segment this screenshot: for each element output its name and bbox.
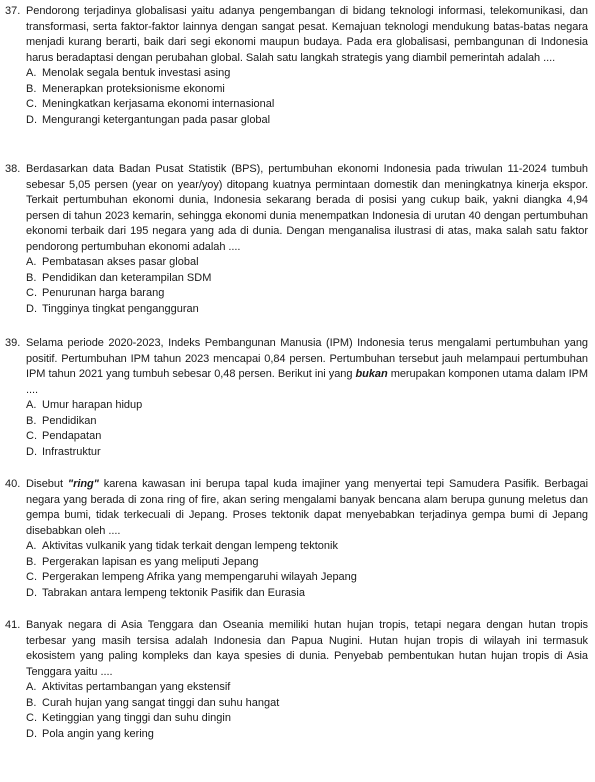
question-text	[26, 336, 588, 398]
option-a[interactable]	[26, 398, 588, 414]
answer-options	[26, 539, 588, 601]
question-number: 38.	[5, 163, 21, 175]
option-text: Ketinggian yang tinggi dan suhu dingin	[42, 712, 231, 724]
option-text: Infrastruktur	[42, 445, 101, 458]
answer-options	[26, 398, 588, 460]
option-text: Pendidikan dan keterampilan SDM	[42, 271, 212, 284]
option-text: Mengurangi ketergantungan pada pasar global	[42, 113, 271, 126]
question-37	[5, 4, 588, 128]
option-a[interactable]	[26, 680, 588, 696]
option-c[interactable]	[26, 429, 588, 445]
question-number: 39.	[5, 337, 21, 349]
question-text: Pendorong terjadinya globalisasi yaitu adanya pengembangan di bidang teknologi informasi, telekomunikasi, dan transformasi, serta faktor-faktor lainnya dengan sangat pesat. Kemajuan teknologi mendukung batas-batas negara menjadi kurang berarti, baik dari segi ekonomi maupun budaya. Pada era globalisasi, pembangunan di Indonesia harus beradaptasi dengan perubahan global. Salah satu langkah strategis yang diambil pemerintah adalah ....	[26, 5, 588, 64]
option-letter: D.	[26, 302, 37, 315]
option-text: Tingginya tingkat pengangguran	[42, 302, 199, 315]
question-text: Berdasarkan data Badan Pusat Statistik (BPS), pertumbuhan ekonomi Indonesia pada triwulan 11-2024 tumbuh sebesar 5,05 persen (year on year/yoy) ditopang kuatnya permintaan domestik dan meningkatnya kinerja ekspor. Terkait pertumbuhan ekonomi dunia, Indonesia sekarang berada di posisi yang cukup baik, yakni diangka 4,94 persen di tahun 2023 kemarin, sehingga ekonomi dunia menempatkan Indonesia di urutan 40 dengan pertumbuhan ekonomi terbaik dari 195 negara yang ada di dunia. Dengan menganalisa ilustrasi di atas, maka salah satu faktor pendorong pertumbuhan ekonomi adalah ....	[26, 163, 588, 253]
option-letter: A.	[26, 256, 37, 268]
question-number: 40.	[5, 478, 21, 490]
question-text-part: Disebut	[26, 478, 68, 490]
question-text-part: merupakan komponen utama dalam IPM ....	[26, 368, 588, 396]
option-a[interactable]	[26, 66, 588, 82]
question-text-part: Selama periode 2020-2023, Indeks Pembangunan Manusia (IPM) Indonesia terus mengalami pertumbuhan yang positif. Pertumbuhan IPM tahun 2023 mencapai 0,84 persen. Pertumbuhan tersebut jauh melampaui pertumbuhan IPM tahun 2021 yang tumbuh sebesar 0,48 persen. Berikut ini yang	[26, 337, 588, 380]
option-b[interactable]	[26, 555, 588, 571]
option-letter: A.	[26, 681, 37, 693]
option-letter: C.	[26, 98, 37, 110]
option-text: Menerapkan proteksionisme ekonomi	[42, 82, 225, 95]
option-c[interactable]	[26, 97, 588, 113]
option-letter: B.	[26, 414, 37, 427]
question-number: 41.	[5, 619, 21, 631]
option-a[interactable]	[26, 539, 588, 555]
option-text: Penurunan harga barang	[42, 287, 165, 299]
option-d[interactable]	[26, 727, 588, 743]
option-letter: B.	[26, 696, 37, 709]
question-38	[5, 162, 588, 317]
answer-options	[26, 255, 588, 317]
option-c[interactable]	[26, 286, 588, 302]
option-c[interactable]	[26, 570, 588, 586]
option-text: Meningkatkan kerjasama ekonomi internasional	[42, 98, 275, 110]
option-letter: B.	[26, 555, 37, 568]
option-letter: C.	[26, 571, 37, 583]
option-letter: A.	[26, 540, 37, 552]
option-letter: D.	[26, 727, 37, 740]
option-letter: C.	[26, 430, 37, 442]
option-text: Pendidikan	[42, 414, 97, 427]
option-d[interactable]	[26, 586, 588, 602]
option-letter: A.	[26, 67, 37, 79]
question-text	[26, 477, 588, 539]
option-text: Pergerakan lapisan es yang meliputi Jepang	[42, 555, 259, 568]
option-text: Tabrakan antara lempeng tektonik Pasifik dan Eurasia	[42, 586, 305, 599]
option-d[interactable]	[26, 445, 588, 461]
option-letter: D.	[26, 445, 37, 458]
option-letter: D.	[26, 586, 37, 599]
option-text: Pergerakan lempeng Afrika yang mempengaruhi wilayah Jepang	[42, 571, 357, 583]
option-b[interactable]	[26, 414, 588, 430]
option-a[interactable]	[26, 255, 588, 271]
option-c[interactable]	[26, 711, 588, 727]
option-text: Pola angin yang kering	[42, 727, 154, 740]
option-letter: B.	[26, 271, 37, 284]
question-text-emphasis: bukan	[355, 368, 388, 380]
option-letter: A.	[26, 399, 37, 411]
option-text: Menolak segala bentuk investasi asing	[42, 67, 231, 79]
question-text-part: karena kawasan ini berupa tapal kuda imajiner yang menyertai tepi Samudera Pasifik. Berbagai negara yang berada di zona ring of fire, akan sering mengalami banyak bencana alam berupa gunung meletus dan gempa bumi, tidak terkecuali di Jepang. Proses tektonik dapat menyebabkan terjadinya gempa bumi di Jepang disebabkan oleh ....	[26, 478, 589, 537]
option-b[interactable]	[26, 271, 588, 287]
option-text: Aktivitas vulkanik yang tidak terkait dengan lempeng tektonik	[42, 540, 338, 552]
option-letter: C.	[26, 712, 37, 724]
question-number: 37.	[5, 5, 21, 17]
option-text: Pembatasan akses pasar global	[42, 256, 199, 268]
question-40	[5, 477, 588, 601]
option-text: Aktivitas pertambangan yang ekstensif	[42, 681, 231, 693]
option-letter: B.	[26, 82, 37, 95]
question-39	[5, 336, 588, 460]
question-text-emphasis: "ring"	[67, 478, 99, 490]
answer-options	[26, 66, 588, 128]
option-d[interactable]	[26, 302, 588, 318]
option-b[interactable]	[26, 82, 588, 98]
question-41	[5, 618, 588, 742]
question-text: Banyak negara di Asia Tenggara dan Oseania memiliki hutan hujan tropis, tetapi negara dengan hutan tropis terbesar yang masih tersisa adalah Indonesia dan Papua Nugini. Hutan hujan tropis di wilayah ini termasuk ekosistem yang paling kompleks dan kaya spesies di dunia. Penyebab pembentukan hutan hujan tropis di Asia Tenggara yaitu ....	[26, 619, 588, 678]
answer-options	[26, 680, 588, 742]
option-b[interactable]	[26, 696, 588, 712]
option-letter: D.	[26, 113, 37, 126]
option-d[interactable]	[26, 113, 588, 129]
option-text: Curah hujan yang sangat tinggi dan suhu hangat	[42, 696, 280, 709]
option-text: Umur harapan hidup	[42, 399, 143, 411]
option-letter: C.	[26, 287, 37, 299]
option-text: Pendapatan	[42, 430, 102, 442]
